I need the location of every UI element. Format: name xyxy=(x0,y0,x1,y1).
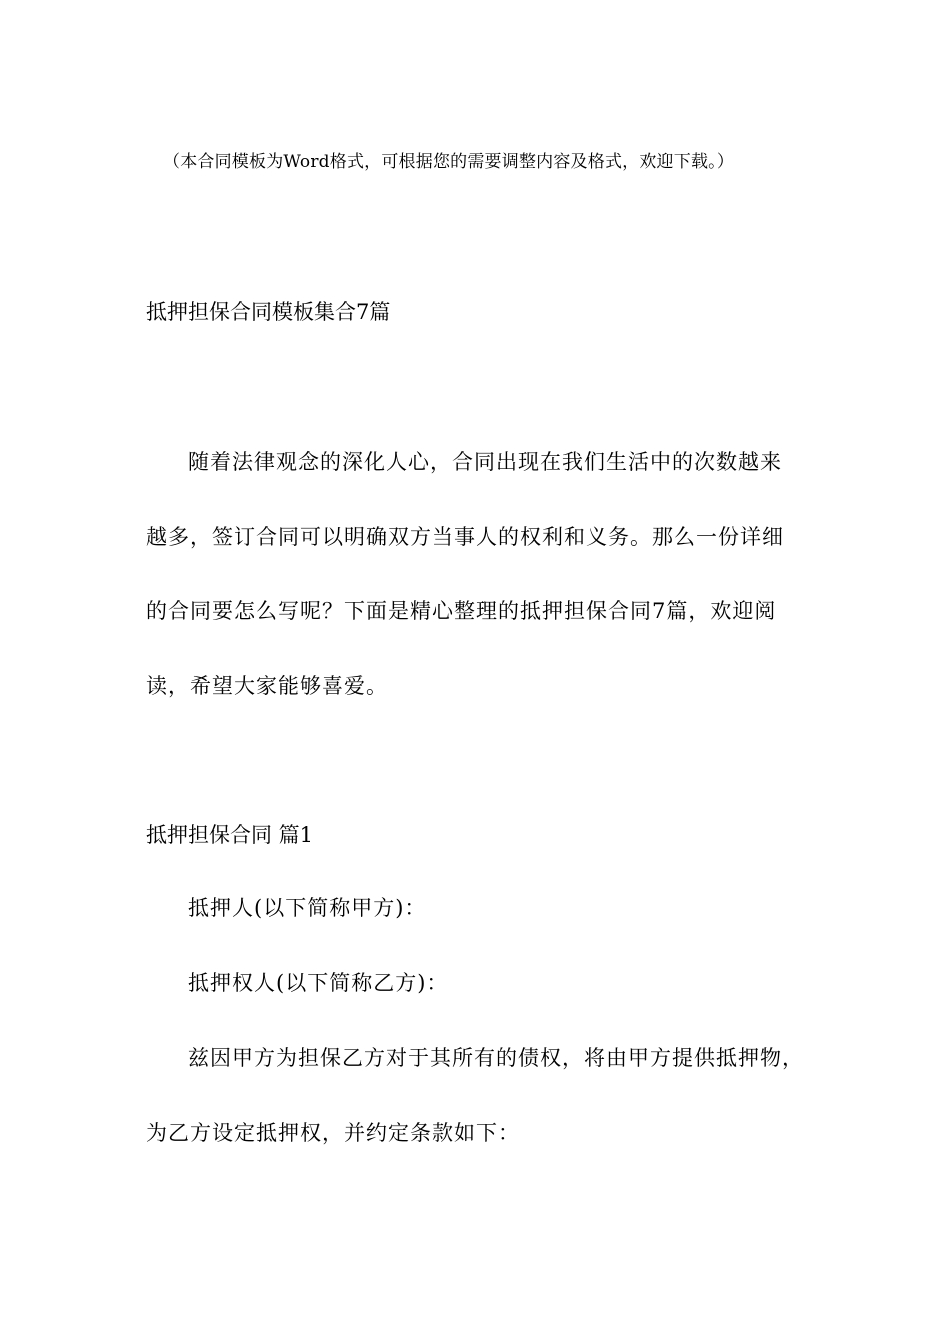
format-note: （本合同模板为Word格式，可根据您的需要调整内容及格式，欢迎下载。） xyxy=(163,152,735,172)
section-title: 抵押担保合同 篇1 xyxy=(146,823,314,847)
clause-line-1: 兹因甲方为担保乙方对于其所有的债权，将由甲方提供抵押物， xyxy=(188,1046,804,1070)
document-title: 抵押担保合同模板集合7篇 xyxy=(146,300,391,324)
party-a-line: 抵押人(以下简称甲方)： xyxy=(188,896,427,920)
intro-line-1: 随着法律观念的深化人心，合同出现在我们生活中的次数越来 xyxy=(188,450,782,474)
party-b-line: 抵押权人(以下简称乙方)： xyxy=(188,971,449,995)
intro-line-3: 的合同要怎么写呢？下面是精心整理的抵押担保合同7篇，欢迎阅 xyxy=(146,599,777,623)
intro-line-4: 读，希望大家能够喜爱。 xyxy=(146,674,388,698)
intro-line-2: 越多，签订合同可以明确双方当事人的权利和义务。那么一份详细 xyxy=(146,525,784,549)
clause-line-2: 为乙方设定抵押权，并约定条款如下： xyxy=(146,1121,520,1145)
